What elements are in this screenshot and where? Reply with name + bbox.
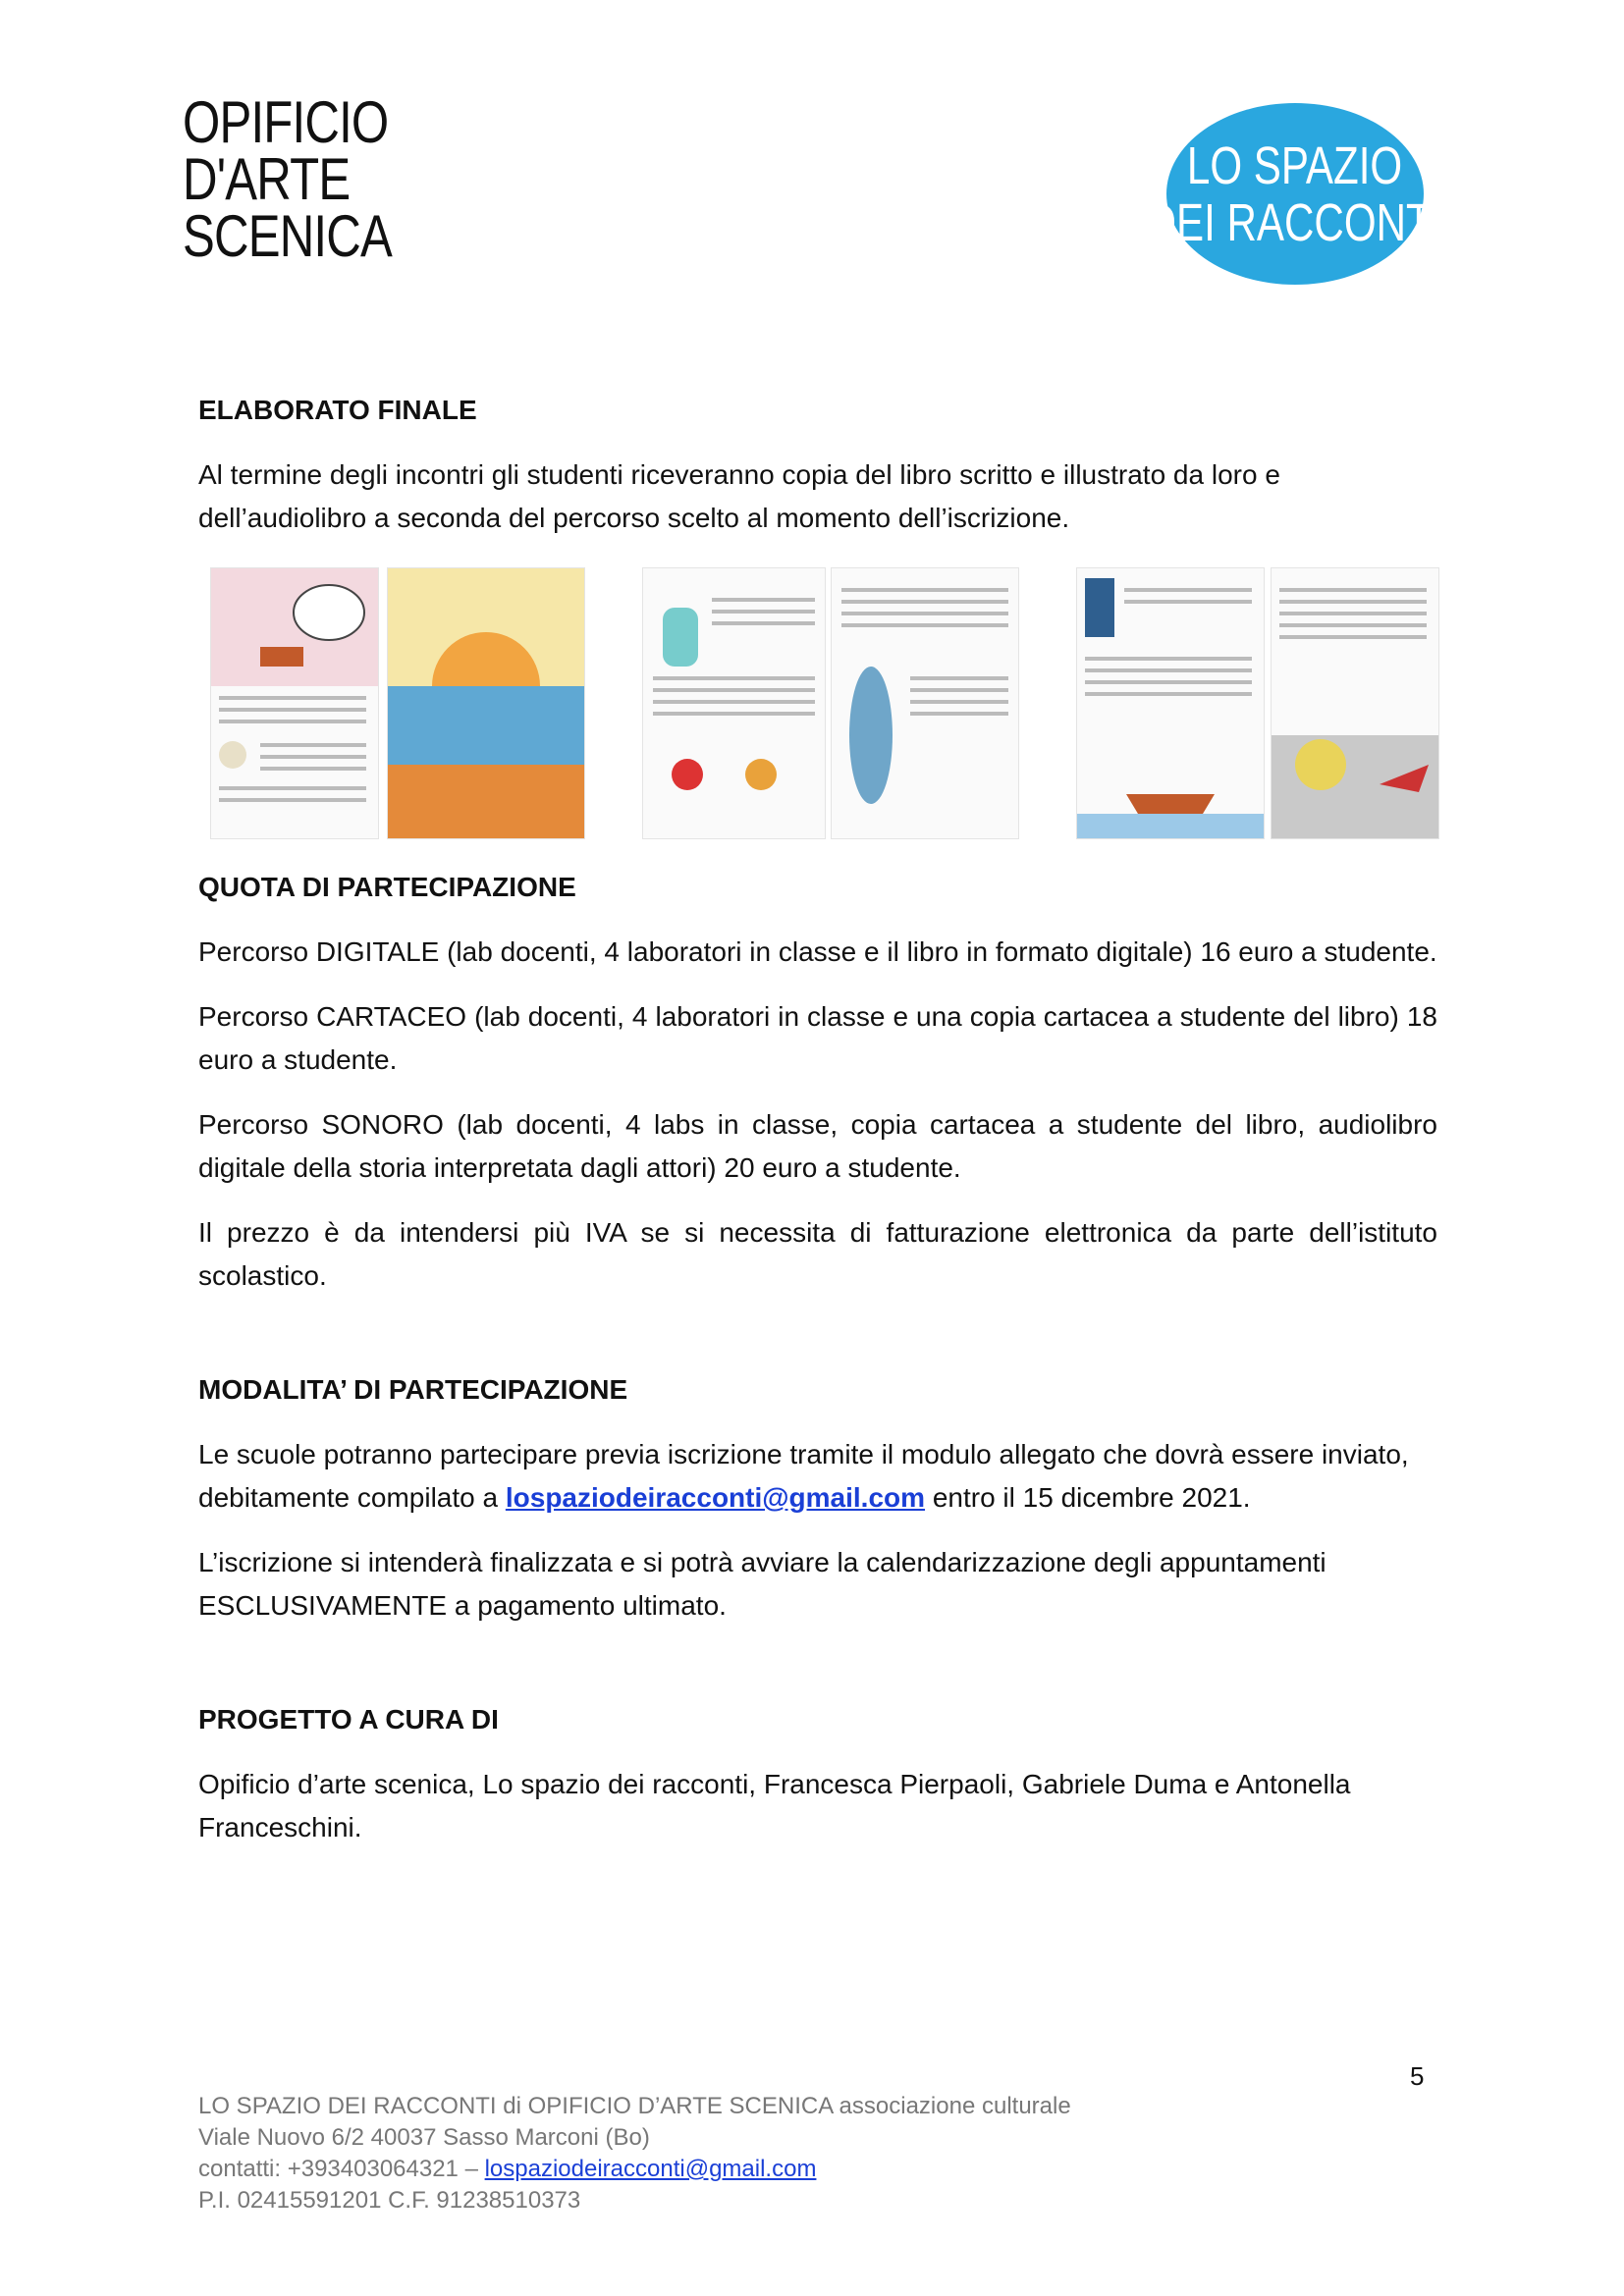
paragraph-percorso-digitale: Percorso DIGITALE (lab docenti, 4 laboratori in classe e il libro in formato digitale) 16 euro a studente. — [198, 936, 1437, 967]
book-page-image — [1271, 567, 1439, 839]
spazio-racconti-logo — [1147, 103, 1443, 285]
page-number: 5 — [1410, 2061, 1425, 2091]
footer-line: LO SPAZIO DEI RACCONTI di OPIFICIO D’ARTE SCENICA associazione culturale — [198, 2093, 1071, 2119]
illustration-face-fox — [211, 568, 378, 838]
book-page-image — [831, 567, 1019, 839]
illustration-seahorse — [832, 568, 1018, 838]
section-heading-elaborato: ELABORATO FINALE — [198, 395, 477, 425]
paragraph-text: Le scuole potranno partecipare previa iscrizione tramite il modulo allegato che dovrà essere inviato, debitamente compilato a — [198, 1439, 1409, 1513]
logo-line: LO SPAZIO — [1187, 135, 1403, 195]
paragraph-elaborato: Al termine degli incontri gli studenti riceveranno copia del libro scritto e illustrato da loro e dell’audiolibro a seconda del percorso scelto al momento dell’iscrizione. — [198, 459, 1280, 533]
illustration-mermaid — [643, 568, 825, 838]
section-heading-quota: QUOTA DI PARTECIPAZIONE — [198, 872, 576, 902]
illustration-planet — [1272, 568, 1438, 838]
paragraph-text: entro il 15 dicembre 2021. — [925, 1482, 1251, 1513]
paragraph-iscrizione — [198, 1433, 1437, 1520]
book-page-image — [387, 567, 585, 839]
footer-email-link[interactable]: lospaziodeiracconti@gmail.com — [484, 2156, 817, 2182]
logo-line: D'ARTE — [183, 146, 351, 212]
paragraph-progetto: Opificio d’arte scenica, Lo spazio dei racconti, Francesca Pierpaoli, Gabriele Duma e Antonella Franceschini. — [198, 1769, 1351, 1842]
footer-contacts — [198, 2154, 1071, 2185]
book-page-gallery — [210, 567, 1437, 844]
paragraph-iva: Il prezzo è da intendersi più IVA se si necessita di fatturazione elettronica da parte dell’istituto scolastico. — [198, 1217, 1437, 1291]
logo-line: SCENICA — [183, 203, 392, 269]
footer-line: P.I. 02415591201 C.F. 91238510373 — [198, 2187, 581, 2214]
paragraph-percorso-sonoro: Percorso SONORO (lab docenti, 4 labs in classe, copia cartacea a studente del libro, audiolibro digitale della storia interpretata dagli attori) 20 euro a studente. — [198, 1109, 1437, 1183]
logo-line: DEI RACCONTI — [1147, 192, 1443, 252]
footer-line: Viale Nuovo 6/2 40037 Sasso Marconi (Bo) — [198, 2124, 650, 2151]
document-body — [198, 389, 1437, 1871]
page-footer — [198, 2091, 1071, 2216]
illustration-boat — [1077, 568, 1264, 838]
section-heading-modalita: MODALITA’ DI PARTECIPAZIONE — [198, 1374, 628, 1405]
book-page-image — [1076, 567, 1265, 839]
logo-line: OPIFICIO — [183, 89, 389, 155]
illustration-sunset-sea — [388, 568, 584, 838]
email-link[interactable]: lospaziodeiracconti@gmail.com — [505, 1482, 926, 1513]
footer-text: contatti: +393403064321 – — [198, 2156, 485, 2182]
paragraph-percorso-cartaceo: Percorso CARTACEO (lab docenti, 4 laboratori in classe e una copia cartacea a studente del libro) 18 euro a studente. — [198, 1001, 1437, 1075]
book-page-image — [642, 567, 826, 839]
section-heading-progetto: PROGETTO A CURA DI — [198, 1704, 499, 1735]
book-page-image — [210, 567, 379, 839]
opificio-logo — [183, 89, 392, 269]
paragraph-pagamento: L’iscrizione si intenderà finalizzata e si potrà avviare la calendarizzazione degli appuntamenti ESCLUSIVAMENTE a pagamento ultimato. — [198, 1547, 1326, 1621]
